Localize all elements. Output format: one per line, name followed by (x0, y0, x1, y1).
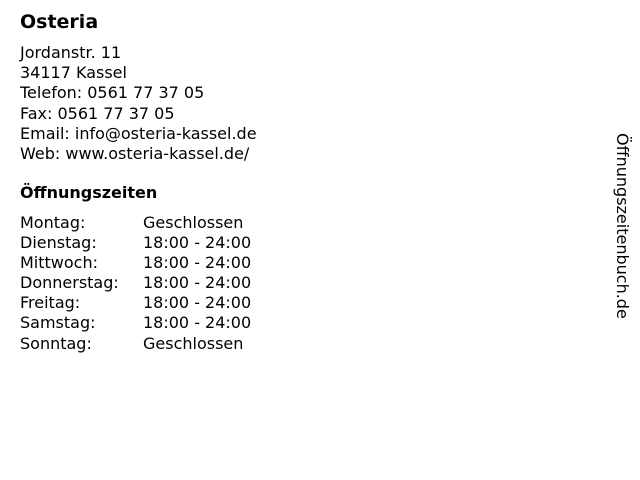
phone: Telefon: 0561 77 37 05 (20, 83, 205, 103)
time-value: 18:00 - 24:00 (143, 253, 252, 273)
email: Email: info@osteria-kassel.de (20, 123, 257, 143)
day-label: Dienstag: (20, 233, 97, 253)
fax: Fax: 0561 77 37 05 (20, 103, 175, 123)
time-value: 18:00 - 24:00 (143, 313, 252, 333)
restaurant-name: Osteria (20, 11, 99, 33)
day-label: Mittwoch: (20, 253, 98, 273)
time-value: 18:00 - 24:00 (143, 233, 252, 253)
street: Jordanstr. 11 (20, 43, 122, 62)
day-label: Freitag: (20, 293, 81, 313)
city: 34117 Kassel (20, 63, 127, 83)
website: Web: www.osteria-kassel.de/ (20, 144, 250, 164)
time-value: Geschlossen (143, 333, 244, 353)
time-value: 18:00 - 24:00 (143, 293, 252, 313)
site-branding: Öffnungszeitenbuch.de (613, 133, 632, 319)
time-value: 18:00 - 24:00 (143, 273, 252, 293)
opening-hours-heading: Öffnungszeiten (20, 183, 158, 202)
day-label: Donnerstag: (20, 273, 119, 293)
day-label: Sonntag: (20, 333, 92, 353)
address-block (20, 43, 257, 164)
time-value: Geschlossen (143, 213, 244, 232)
day-label: Samstag: (20, 313, 96, 333)
day-label: Montag: (20, 213, 86, 232)
